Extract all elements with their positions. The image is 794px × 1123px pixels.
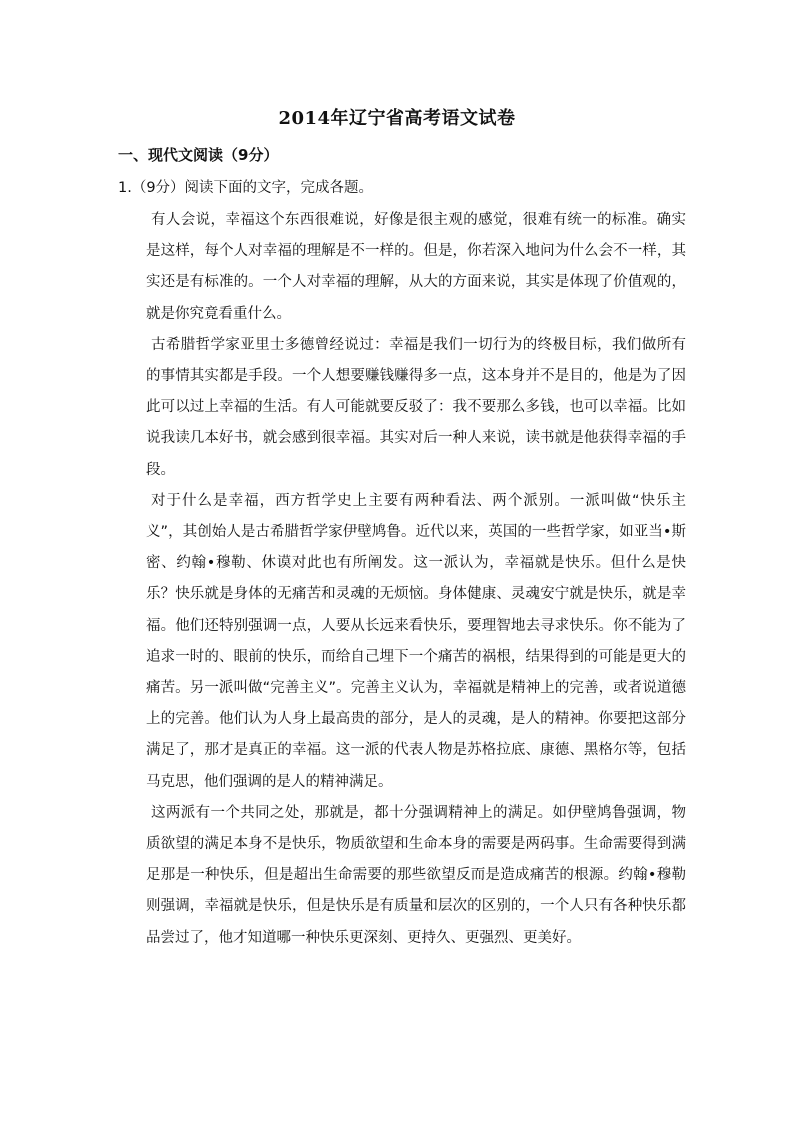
question-prompt: 1.（9分）阅读下面的文字，完成各题。 — [118, 180, 374, 196]
page-title: 2014年辽宁省高考语文试卷 — [278, 108, 516, 129]
passage-paragraph-2: 古希腊哲学家亚里士多德曾经说过：幸福是我们一切行为的终极目标，我们做所有的事情其实都是手段。一个人想要赚钱赚得多一点，这本身并不是目的，他是为了因此可以过上幸福的生活。有人可能就要反驳了：我不要那么多钱，也可以幸福。比如说我读几本好书，就会感到很幸福。其实对后一种人来说，读书就是他获得幸福的手段。 — [146, 336, 686, 478]
reading-passage — [146, 205, 686, 954]
passage-paragraph-3: 对于什么是幸福，西方哲学史上主要有两种看法、两个派别。一派叫做“快乐主义”，其创始人是古希腊哲学家伊壁鸠鲁。近代以来，英国的一些哲学家，如亚当•斯密、约翰•穆勒、休谟对此也有所阐发。这一派认为，幸福就是快乐。但什么是快乐？快乐就是身体的无痛苦和灵魂的无烦恼。身体健康、灵魂安宁就是快乐，就是幸福。他们还特别强调一点，人要从长远来看快乐，要理智地去寻求快乐。你不能为了追求一时的、眼前的快乐，而给自己埋下一个痛苦的祸根，结果得到的可能是更大的痛苦。另一派叫做“完善主义”。完善主义认为，幸福就是精神上的完善，或者说道德上的完善。他们认为人身上最高贵的部分，是人的灵魂，是人的精神。你要把这部分满足了，那才是真正的幸福。这一派的代表人物是苏格拉底、康德、黑格尔等，包括马克思，他们强调的是人的精神满足。 — [146, 492, 686, 790]
passage-paragraph-1: 有人会说，幸福这个东西很难说，好像是很主观的感觉，很难有统一的标准。确实是这样，每个人对幸福的理解是不一样的。但是，你若深入地问为什么会不一样，其实还是有标准的。一个人对幸福的理解，从大的方面来说，其实是体现了价值观的，就是你究竟看重什么。 — [146, 212, 686, 322]
passage-paragraph-4: 这两派有一个共同之处，那就是，都十分强调精神上的满足。如伊壁鸠鲁强调，物质欲望的满足本身不是快乐，物质欲望和生命本身的需要是两码事。生命需要得到满足那是一种快乐，但是超出生命需要的那些欲望反而是造成痛苦的根源。约翰•穆勒则强调，幸福就是快乐，但是快乐是有质量和层次的区别的，一个人只有各种快乐都品尝过了，他才知道哪一种快乐更深刻、更持久、更强烈、更美好。 — [146, 804, 686, 946]
section-heading: 一、现代文阅读（9分） — [118, 146, 279, 164]
